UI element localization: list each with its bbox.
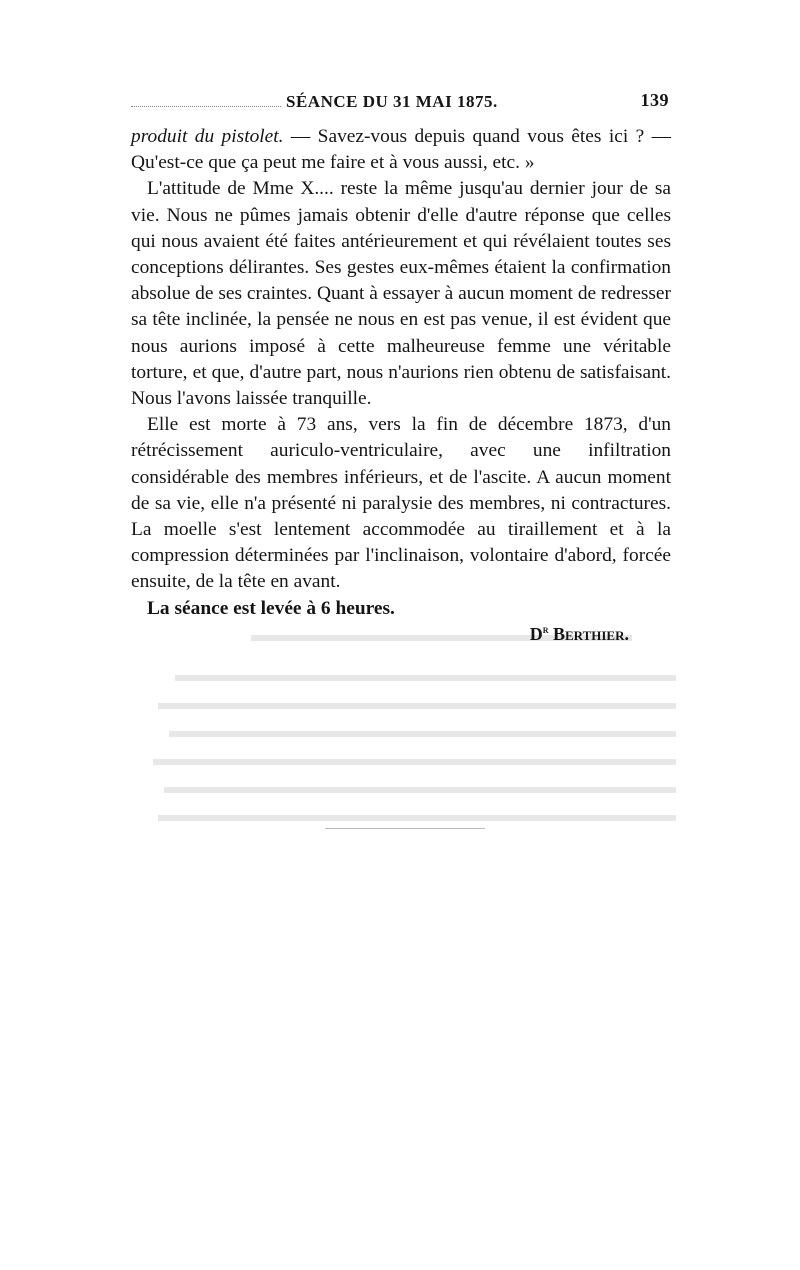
page-number: 139 xyxy=(640,90,669,110)
closing-line: La séance est levée à 6 heures. xyxy=(147,597,395,619)
running-head xyxy=(131,90,671,120)
paragraph-1-italic: produit du pistolet. xyxy=(131,126,284,147)
running-head-title: SÉANCE DU 31 MAI 1875. xyxy=(286,92,498,111)
signature-superscript: r xyxy=(542,623,549,636)
page xyxy=(131,90,671,645)
signature-prefix: D xyxy=(529,623,543,644)
paragraph-1 xyxy=(131,124,671,176)
signature-name: Berthier. xyxy=(548,623,629,644)
paragraph-3: Elle est morte à 73 ans, vers la fin de décembre 1873, d'un rétrécissement auriculo-ventriculaire, avec une infiltration considérable des membres inférieurs, et de l'ascite. A aucun moment de sa vie, elle n'a présenté ni paralysie des membres, ni contractures. La moelle s'est lentement accommodée au tiraillement et à la compression déterminées par l'inclinaison, volontaire d'abord, forcée ensuite, de la tête en avant. xyxy=(131,414,671,593)
body-text xyxy=(131,124,671,596)
signature xyxy=(131,624,671,645)
paragraph-1-rest: — Savez-vous depuis quand vous êtes ici ? — Qu'est-ce que ça peut me faire et à vous aussi, etc. » xyxy=(131,126,671,174)
show-through-rule xyxy=(325,828,485,829)
show-through-texture xyxy=(131,625,676,835)
paragraph-2: L'attitude de Mme X.... reste la même jusqu'au dernier jour de sa vie. Nous ne pûmes jamais obtenir d'elle d'autre réponse que celles qui nous avaient été faites antérieurement et qui révélaient toutes ses conceptions délirantes. Ses gestes eux-mêmes étaient la confirmation absolue de ses craintes. Quant à essayer à aucun moment de redresser sa tête inclinée, la pensée ne nous en est pas venue, il est évident que nous aurions imposé à cette malheureuse femme une véritable torture, et que, d'autre part, nous n'aurions rien obtenu de satisfaisant. Nous l'avons laissée tranquille. xyxy=(131,178,671,410)
header-dotted-rule xyxy=(131,106,281,107)
